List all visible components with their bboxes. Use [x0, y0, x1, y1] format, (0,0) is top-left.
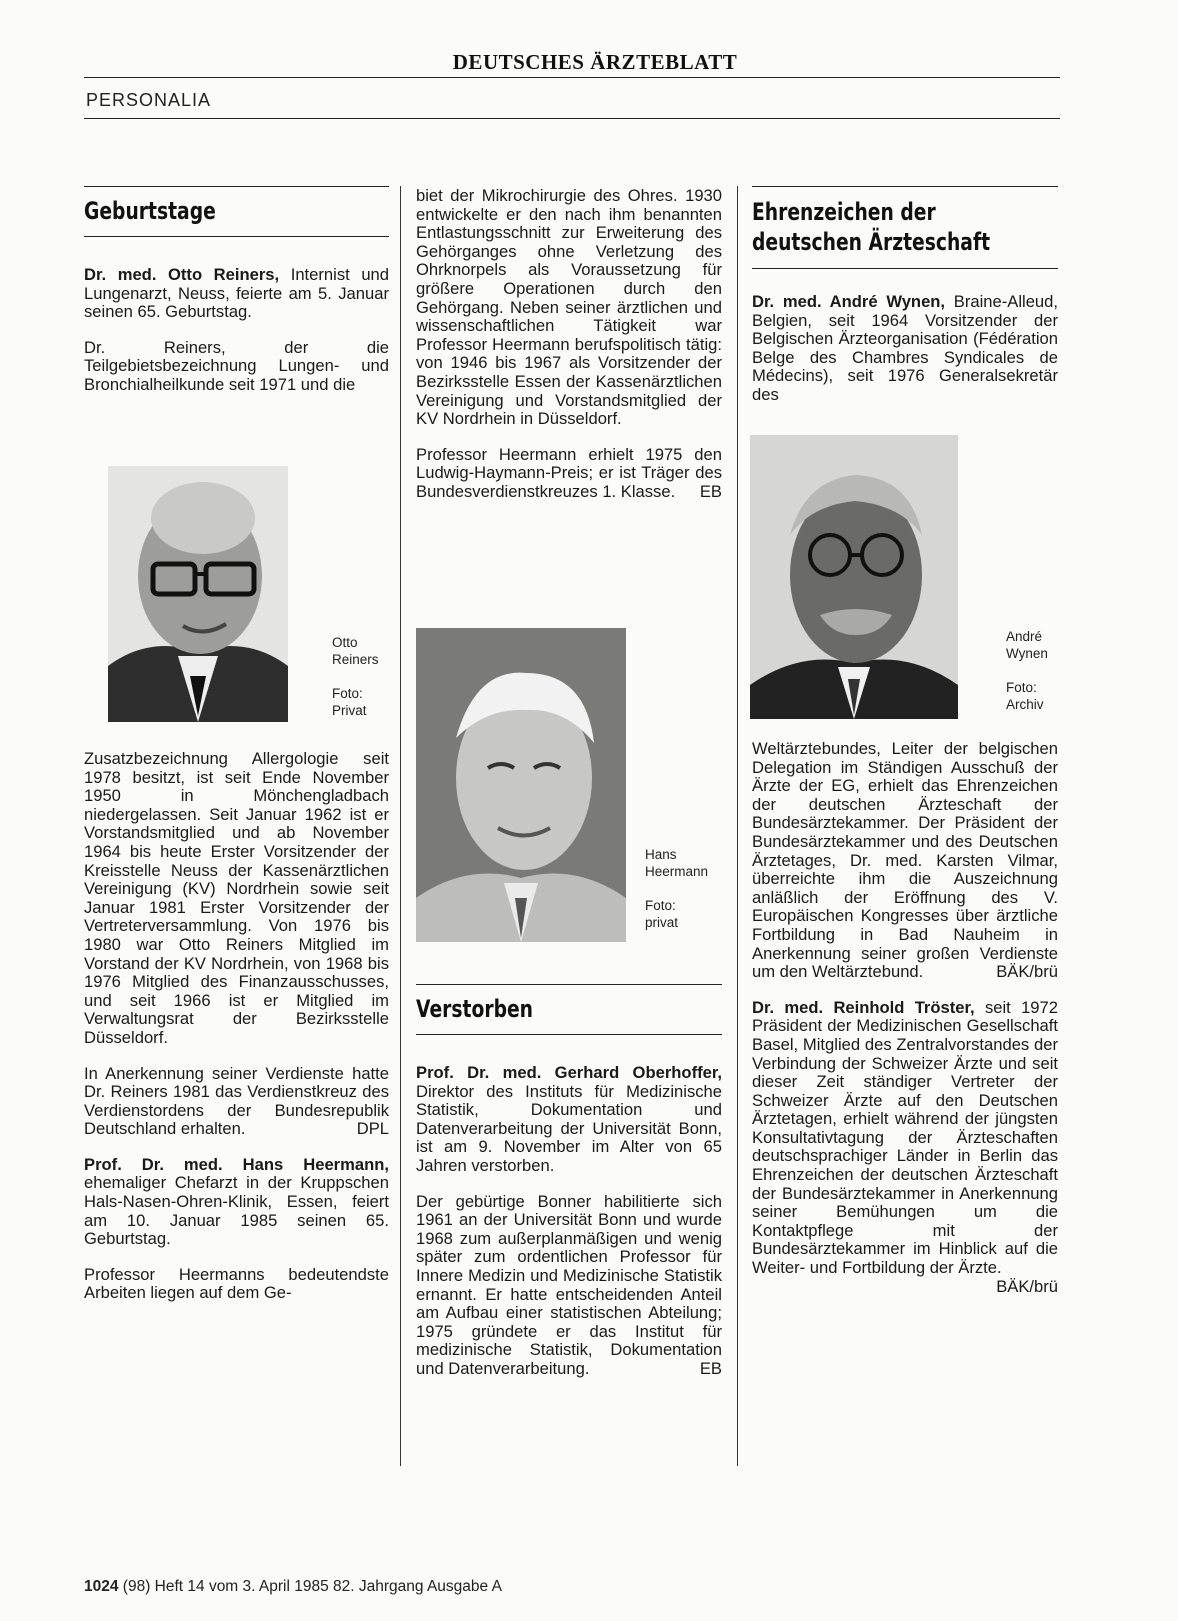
signature-baek-1: BÄK/brü — [996, 962, 1058, 982]
heading-geburtstage: Geburtstage — [84, 197, 216, 225]
paragraph-otto-reiners-4: In Anerkennung seiner Verdienste hatte Dr. Reiners 1981 das Verdienstkreuz des Verdienstordens der Bundesrepublik Deutschland erhalten. DPL — [84, 1063, 389, 1139]
portrait-otto-reiners — [108, 466, 288, 722]
section-label: PERSONALIA — [86, 90, 212, 110]
paragraph-oberhoffer-intro: Prof. Dr. med. Gerhard Oberhoffer, Direktor des Instituts für Medizinische Statistik, Dokumentation und Datenverarbeitung der Universität Bonn, ist am 9. November im Alter von 65 Jahren verstorben. — [416, 1063, 722, 1175]
column-3-top-text — [752, 293, 1058, 405]
page-number: 1024 — [84, 1578, 119, 1595]
geburtstage-bottom-rule — [84, 236, 389, 237]
heading-ehrenzeichen: Ehrenzeichen der deutschen Ärzteschaft — [752, 198, 991, 256]
paragraph-hans-heermann-2: Professor Heermanns bedeutendste Arbeiten liegen auf dem Ge- — [84, 1264, 389, 1303]
portrait-andre-wynen — [750, 435, 958, 719]
column-separator-2 — [737, 186, 738, 1466]
heading-verstorben: Verstorben — [416, 995, 533, 1023]
page-footer: 1024 (98) Heft 14 vom 3. April 1985 82. Jahrgang Ausgabe A — [84, 1578, 502, 1595]
paragraph-hans-heermann-3: biet der Mikrochirurgie des Ohres. 1930 entwickelte er den nach ihm benannten Entlastungsschnitt zur Erweiterung des Gehörganges ohne Verletzung des Ohrknorpels als Voraussetzung für größere Operationen durch den Gehörgang. Neben seiner ärztlichen und wissenschaftlichen Tätigkeit war Professor Heermann berufspolitisch tätig: von 1946 bis 1967 als Vorsitzender der Bezirksstelle Essen der Kassenärztlichen Vereinigung und Vorstandsmitglied der KV Nordrhein in Düsseldorf. — [416, 186, 722, 429]
column-separator-1 — [400, 186, 401, 1466]
column-1-top-text — [84, 266, 389, 395]
caption-hans-heermann: Hans Heermann Foto: privat — [645, 847, 709, 930]
paragraph-hans-heermann-4: Professor Heermann erhielt 1975 den Ludwig-Haymann-Preis; er ist Träger des Bundesverdienstkreuzes 1. Klasse. EB — [416, 444, 722, 501]
signature-dpl: DPL — [356, 1119, 389, 1139]
photo-hans-heermann — [416, 628, 626, 942]
paragraph-andre-wynen-2: Weltärztebundes, Leiter der belgischen Delegation im Ständigen Ausschuß der Ärzte der EG, erhielt das Ehrenzeichen der deutschen Ärzteschaft der Bundesärztekammer. Der Präsident der Bundesärztekammer und des Deutschen Ärztetages, Dr. med. Karsten Vilmar, überreichte ihm die Auszeichnung anläßlich der Eröffnung des V. Europäischen Kongresses über ärztliche Fortbildung in Bad Nauheim in Anerkennung seiner großen Verdienste um den Weltärztebund. BÄK/brü — [752, 739, 1058, 982]
paragraph-otto-reiners-intro: Dr. med. Otto Reiners, Internist und Lungenarzt, Neuss, feierte am 5. Januar seinen 65. Geburtstag. — [84, 265, 390, 322]
caption-otto-reiners: Otto Reiners Foto: Privat — [332, 635, 379, 718]
masthead-rule — [84, 77, 1060, 78]
geburtstage-top-rule — [84, 186, 389, 187]
paragraph-otto-reiners-3: Zusatzbezeichnung Allergologie seit 1978 besitzt, ist seit Ende November 1950 in Mönchengladbach niedergelassen. Seit Januar 1962 ist er Vorstandsmitglied und ab November 1964 bis heute Erster Vorsitzender der Kreisstelle Neuss der Kassenärztlichen Vereinigung (KV) Nordrhein sowie seit Januar 1981 Erster Vorsitzender der Vertreterversammlung. Von 1976 bis 1980 war Otto Reiners Mitglied im Vorstand der KV Nordrhein, von 1968 bis 1976 Mitglied des Finanzausschusses, und seit 1966 ist er Mitglied im Verwaltungsrat der Bezirksstelle Düsseldorf. — [84, 749, 389, 1047]
photo-andre-wynen — [750, 435, 958, 719]
paragraph-oberhoffer-2: Der gebürtige Bonner habilitierte sich 1961 an der Universität Bonn und wurde 1968 zum außerplanmäßigen und wenig später zum ordentlichen Professor für Innere Medizin und Medizinische Statistik ernannt. Er hatte entscheidenden Anteil am Aufbau einer statistischen Abteilung; 1975 gründete er das Institut für medizinische Statistik, Dokumentation und Datenverarbeitung. EB — [416, 1191, 722, 1378]
ehrenzeichen-bottom-rule — [752, 268, 1058, 269]
section-rule — [84, 118, 1060, 119]
ehrenzeichen-top-rule — [752, 186, 1058, 187]
column-1-bottom-text — [84, 750, 389, 1303]
signature-eb-1: EB — [699, 481, 722, 501]
column-2-bottom-text — [416, 1064, 722, 1379]
signature-baek-2: BÄK/brü — [996, 1276, 1058, 1296]
verstorben-top-rule — [416, 984, 722, 985]
paragraph-andre-wynen-intro: Dr. med. André Wynen, Braine-Alleud, Belgien, seit 1964 Vorsitzender der Belgischen Ärzteorganisation (Fédération Belge des Chambres Syndicales de Médecins), seit 1976 Generalsekretär des — [752, 292, 1058, 404]
masthead: DEUTSCHES ÄRZTEBLATT — [452, 50, 738, 74]
caption-andre-wynen: André Wynen Foto: Archiv — [1006, 629, 1048, 712]
portrait-hans-heermann — [416, 628, 626, 942]
paragraph-otto-reiners-2: Dr. Reiners, der die Teilgebietsbezeichnung Lungen- und Bronchialheilkunde seit 1971 und die — [84, 337, 389, 394]
paragraph-hans-heermann-intro: Prof. Dr. med. Hans Heermann, ehemaliger Chefarzt in der Kruppschen Hals-Nasen-Ohren-Klinik, Essen, feiert am 10. Januar 1985 seinen 65. Geburtstag. — [84, 1154, 389, 1249]
column-3-bottom-text — [752, 740, 1058, 1296]
photo-otto-reiners — [108, 466, 288, 722]
signature-eb-2: EB — [699, 1358, 722, 1378]
verstorben-bottom-rule — [416, 1034, 722, 1035]
column-2-top-text — [416, 187, 722, 502]
paragraph-reinhold-troester: Dr. med. Reinhold Tröster, seit 1972 Präsident der Medizinischen Gesellschaft Basel, Mitglied des Zentralvorstandes der Verbindung der Schweizer Ärzte und seit dieser Zeit ständiger Vertreter der Schweizer Ärzte auf den Deutschen Ärztetagen, erhielt während der jüngsten Konsultativtagung der Ärzteschaften deutschsprachiger Länder in Berlin das Ehrenzeichen der deutschen Ärzteschaft der Bundesärztekammer in Anerkennung seiner Bemühungen um die Kontaktpflege mit der Bundesärztekammer im Hinblick auf die Weiter- und Fortbildung der Ärzte. BÄK/brü — [752, 997, 1058, 1296]
